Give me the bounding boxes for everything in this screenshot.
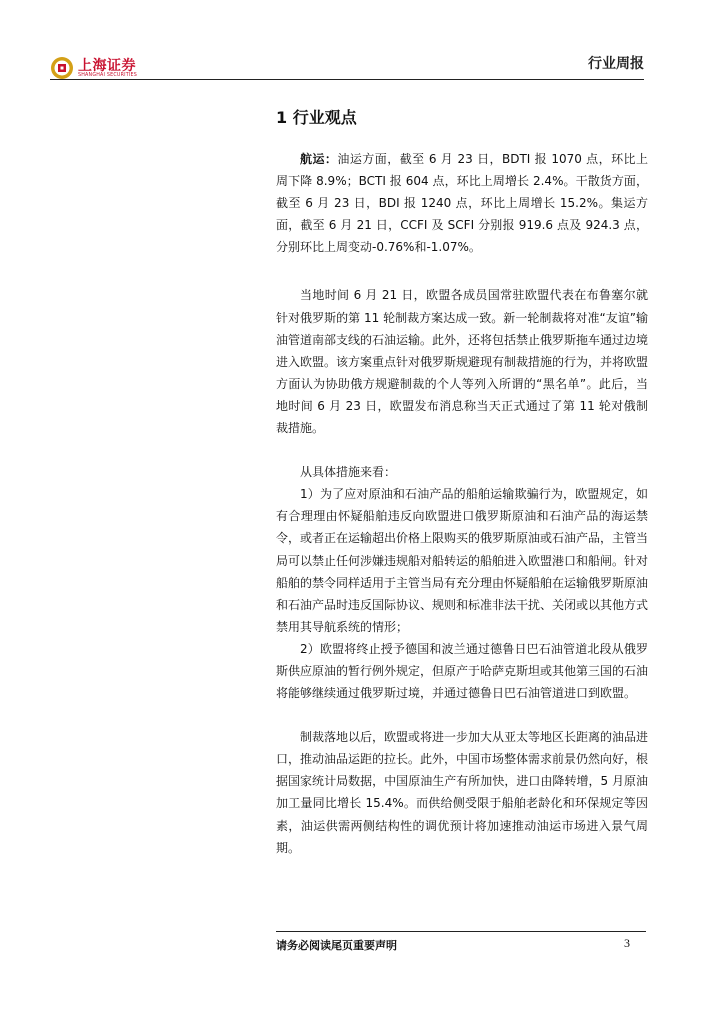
- paragraph-measures-intro: 从具体措施来看：: [300, 465, 397, 480]
- paragraph-measure-2: 2）欧盟将终止授予德国和波兰通过德鲁日巴石油管道北段从俄罗斯供应原油的暂行例外规定，但原产于哈萨克斯坦或其他第三国的石油将能够继续通过俄罗斯过境，并通过德鲁日巴石油管道进口到欧盟。: [276, 641, 649, 701]
- paragraph-sanctions: 当地时间 6 月 21 日，欧盟各成员国常驻欧盟代表在布鲁塞尔就针对俄罗斯的第 11 轮制裁方案达成一致。新一轮制裁将对准“友谊”输油管道南部支线的石油运输。此外，还将包括禁止俄罗斯拖车通过边境进入欧盟。该方案重点针对俄罗斯规避现有制裁措施的行为，并将欧盟方面认为协助俄方规避制裁的个人等列入所谓的“黑名单”。此后，当地时间 6 月 23 日，欧盟发布消息称当天正式通过了第 11 轮对俄制裁措施。: [276, 288, 649, 436]
- shipping-lead: 航运：: [300, 152, 338, 166]
- logo-emblem-icon: [50, 56, 74, 80]
- header-divider: [50, 79, 644, 80]
- footer-divider: [276, 931, 646, 932]
- footer-disclaimer: 请务必阅读尾页重要声明: [276, 939, 397, 952]
- logo-text-cn: 上海证券: [78, 58, 136, 74]
- article-body: [276, 148, 648, 859]
- paragraph-measure-1: 1）为了应对原油和石油产品的船舶运输欺骗行为，欧盟规定，如有合理理由怀疑船舶违反向欧盟进口俄罗斯原油和石油产品的海运禁令，或者正在运输超出价格上限购买的俄罗斯原油或石油产品，主管当局可以禁止任何涉嫌违规船对船转运的船舶进入欧盟港口和船闸。针对船舶的禁令同样适用于主管当局有充分理由怀疑船舶在运输俄罗斯原油和石油产品时违反国际协议、规则和标准非法干扰、关闭或以其他方式禁用其导航系统的情形；: [276, 487, 649, 634]
- section-title: 1 行业观点: [276, 108, 357, 127]
- page-header: [0, 0, 724, 90]
- shipping-text: 油运方面，截至 6 月 23 日，BDTI 报 1070 点，环比上周下降 8.9%；BCTI 报 604 点，环比上周增长 2.4%。干散货方面，截至 6 月 23 日，BDI 报 1240 点，环比上周增长 15.2%。集运方面，截至 6 月 21 日，CCFI 及 SCFI 分别报 919.6 点及 924.3 点，分别环比上周变动-0.76%和-1.07%。: [276, 152, 648, 255]
- paragraph-shipping: [276, 148, 648, 258]
- paragraph-outlook: 制裁落地以后，欧盟或将进一步加大从亚太等地区长距离的油品进口，推动油品运距的拉长。此外，中国市场整体需求前景仍然向好，根据国家统计局数据，中国原油生产有所加快，进口由降转增，5 月原油加工量同比增长 15.4%。而供给侧受限于船舶老龄化和环保规定等因素，油运供需两侧结构性的调优预计将加速推动油运市场进入景气周期。: [276, 730, 649, 855]
- report-type-title: 行业周报: [588, 56, 644, 72]
- page-number: 3: [624, 936, 630, 950]
- logo-text-en: SHANGHAI SECURITIES: [78, 73, 137, 78]
